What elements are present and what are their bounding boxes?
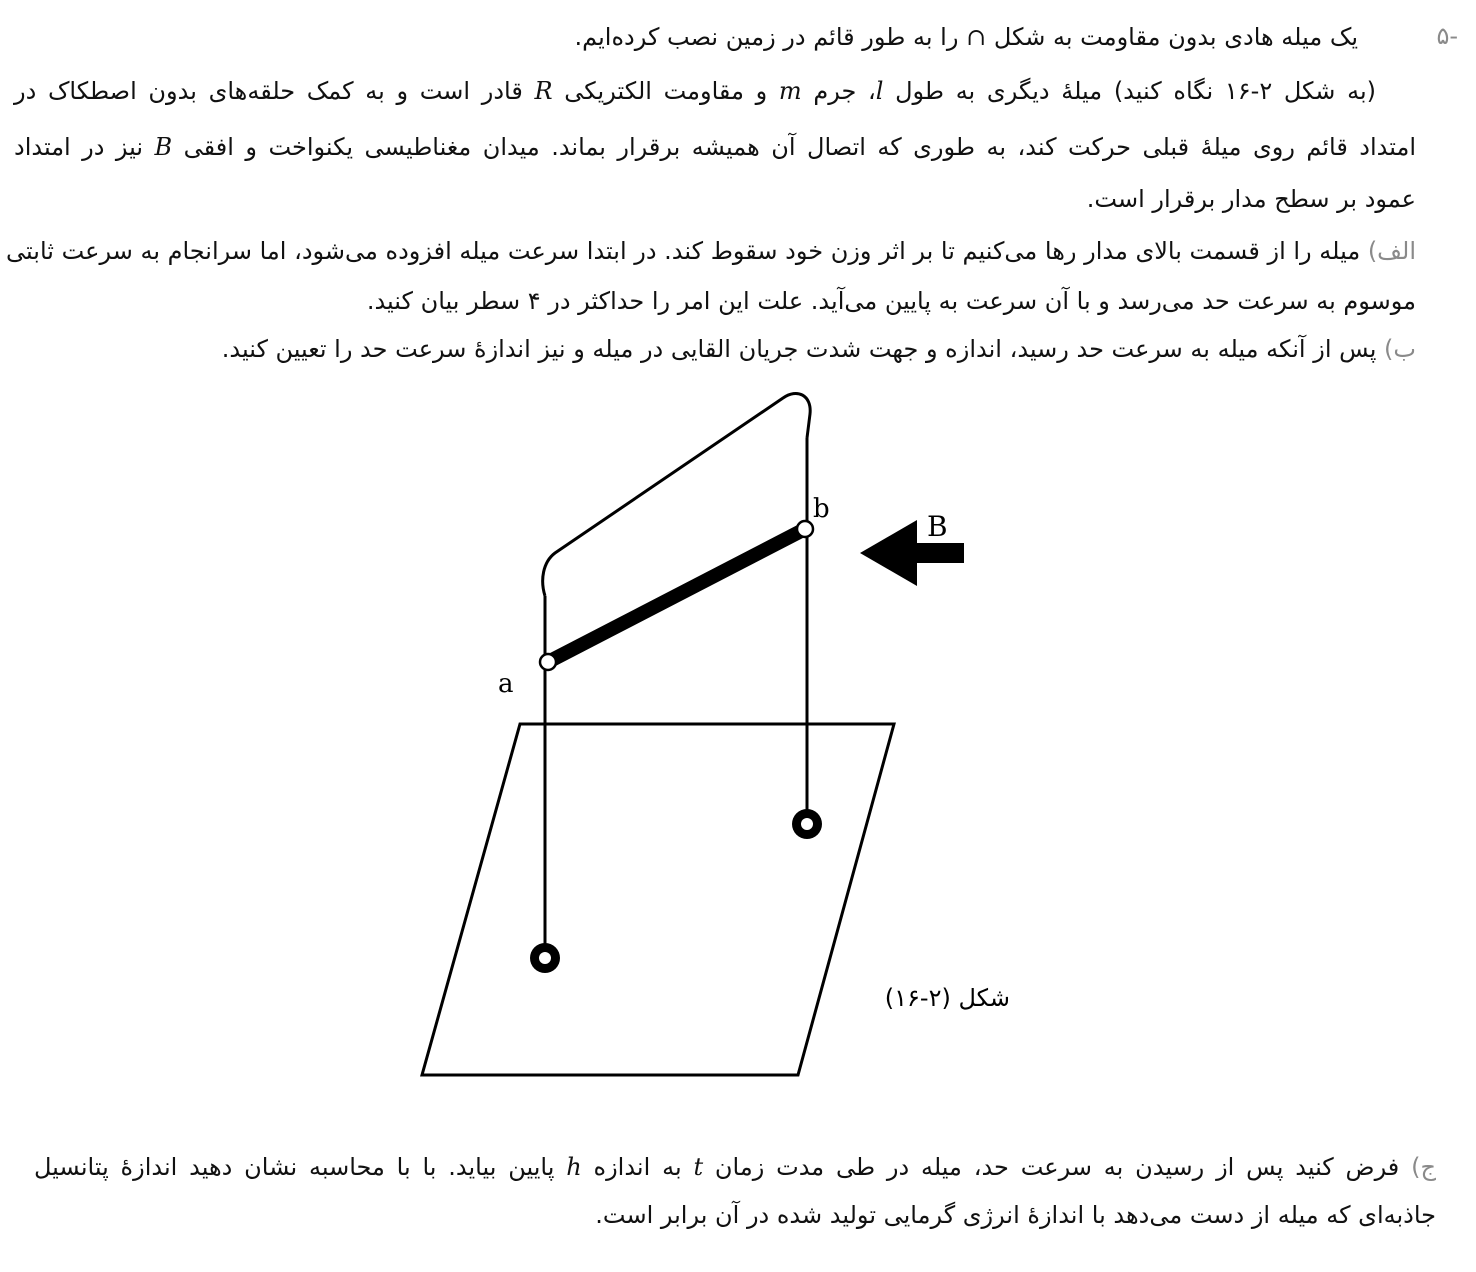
text-segment: و مقاومت الکتریکی xyxy=(564,77,768,105)
text-segment: عمود بر سطح مدار برقرار است. xyxy=(1086,185,1416,213)
sliding-rod xyxy=(548,529,805,662)
label-a: a xyxy=(498,669,514,699)
text-segment: امتداد قائم روی میلهٔ قبلی حرکت کند، به طوری که اتصال آن همیشه برقرار بماند. میدان مغناطیسی یکنواخت و افقی xyxy=(183,133,1416,161)
right-ground-anchor-hole xyxy=(801,818,813,830)
math-variable-m: m xyxy=(778,77,802,105)
label-field-B: B xyxy=(927,510,948,543)
figure-caption: شکل (۲-۱۶) xyxy=(884,984,1010,1012)
math-variable-t: t xyxy=(693,1153,704,1181)
label-b: b xyxy=(813,494,830,524)
text-segment: (به شکل ۲-۱۶ نگاه کنید) میلهٔ دیگری به طول xyxy=(895,77,1377,105)
text-segment: پس از آنکه میله به سرعت حد رسید، اندازه و جهت شدت جریان القایی در میله و نیز اندازهٔ سرعت حد را تعیین کنید. xyxy=(221,335,1377,363)
text-segment: میله را از قسمت بالای مدار رها می‌کنیم تا بر اثر وزن خود سقوط کند. در ابتدا سرعت میله افزوده می‌شود، اما سرانجام به سرعت ثابتی xyxy=(6,237,1361,265)
text-segment: جاذبه‌ای که میله از دست می‌دهد با اندازهٔ انرژی گرمایی تولید شده در آن برابر است. xyxy=(595,1201,1436,1229)
top-connecting-wire xyxy=(543,393,810,596)
ring-a xyxy=(540,654,556,670)
math-variable-l: l xyxy=(875,77,884,105)
ring-b xyxy=(797,521,813,537)
part-label: ج) xyxy=(1411,1153,1436,1181)
text-segment: به اندازه xyxy=(593,1153,682,1181)
left-ground-anchor-hole xyxy=(539,952,551,964)
text-segment: فرض کنید پس از رسیدن به سرعت حد، میله در طی مدت زمان xyxy=(714,1153,1400,1181)
ground-plane xyxy=(422,724,894,1075)
math-variable-R: R xyxy=(534,77,553,105)
text-segment: قادر است و به کمک حلقه‌های بدون اصطکاک در xyxy=(14,77,523,105)
text-line-9 xyxy=(595,1198,1436,1232)
question-number: -۵ xyxy=(1436,22,1458,50)
math-variable-h: h xyxy=(566,1153,582,1181)
text-segment: یک میله هادی بدون مقاومت به شکل xyxy=(993,23,1358,51)
math-variable-B: B xyxy=(154,133,173,161)
cap-symbol: ∩ xyxy=(966,23,987,51)
field-arrow-head xyxy=(860,520,917,586)
text-segment: ، جرم xyxy=(813,77,876,105)
text-segment: پایین بیاید. با با محاسبه نشان دهید اندازهٔ پتانسیل xyxy=(34,1153,555,1181)
text-segment: نیز در امتداد xyxy=(14,133,144,161)
part-label: الف) xyxy=(1367,237,1416,265)
text-segment: را به طور قائم در زمین نصب کرده‌ایم. xyxy=(574,23,959,51)
part-label: ب) xyxy=(1384,335,1416,363)
text-line-8 xyxy=(34,1150,1436,1184)
text-segment: موسوم به سرعت حد می‌رسد و با آن سرعت به پایین می‌آید. علت این امر را حداکثر در ۴ سطر بیان کنید. xyxy=(366,287,1416,315)
